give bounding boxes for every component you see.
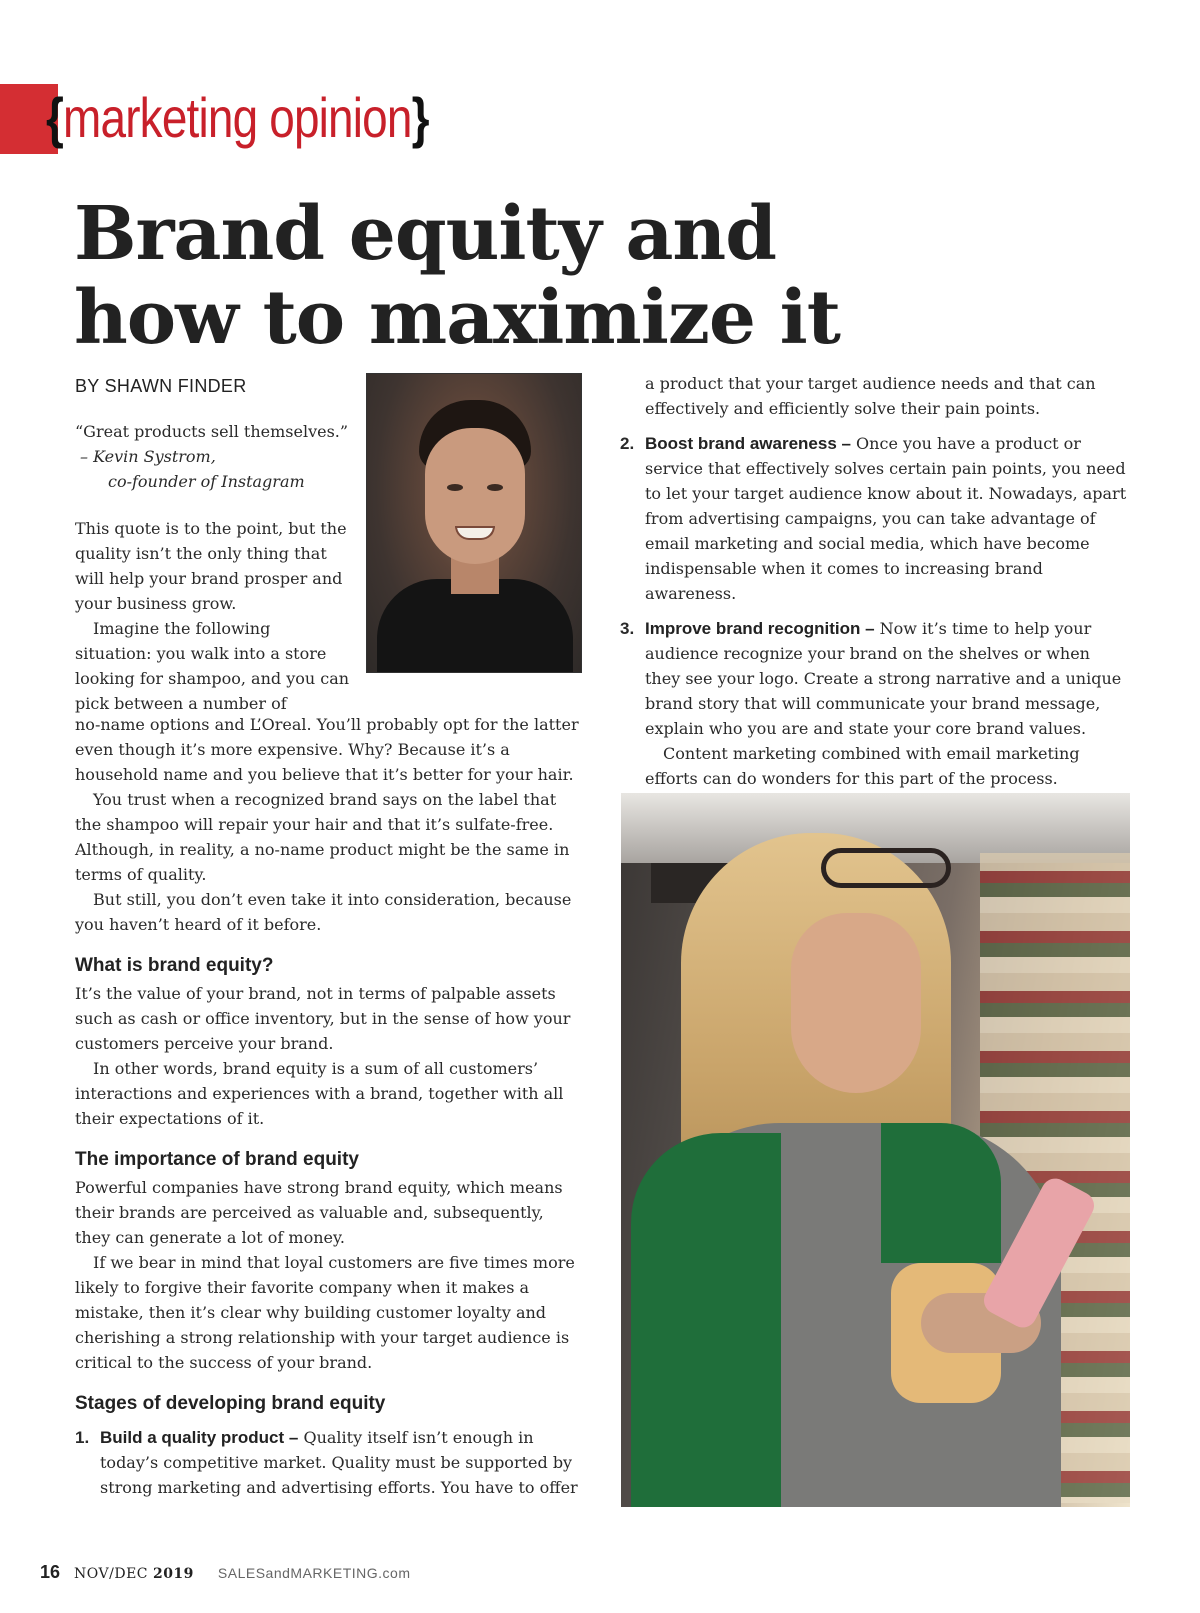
subheading-what-is: What is brand equity?: [75, 955, 274, 976]
column-1: [75, 712, 580, 1500]
list-lead: Build a quality product –: [100, 1428, 299, 1447]
pull-quote: [75, 419, 355, 494]
intro-paragraph-2b: no-name options and L’Oreal. You’ll probably opt for the latter even though it’s more expensive. Why? Because it’s a household name and you believe that it’s better for your hair.: [75, 715, 579, 784]
list-item: [75, 1425, 580, 1500]
subheading-stages: Stages of developing brand equity: [75, 1393, 386, 1414]
section-label-text: marketing opinion: [63, 86, 412, 149]
list-lead: Boost brand awareness –: [645, 434, 851, 453]
intro-paragraph-2a: Imagine the following situation: you walk into a store looking for shampoo, and you can pick between a number of: [75, 619, 350, 713]
list-text: Now it’s time to help your audience recognize your brand on the shelves or when they see your logo. Create a strong narrative and a unique brand story that will communicate your brand message, explain who you are and state your core brand values.: [645, 619, 1122, 738]
issue-month: NOV/DEC: [74, 1566, 148, 1582]
list-item: [620, 431, 1130, 606]
list-text: a product that your target audience needs and that can effectively and efficiently solve their pain points.: [645, 374, 1096, 418]
page-number: 16: [40, 1562, 61, 1582]
headline-line-1: Brand equity and: [74, 191, 776, 277]
list-text: Once you have a product or service that effectively solves certain pain points, you need to let your target audience know about it. Nowadays, apart from advertising campaigns, you can take advantage of email marketing and social media, which have become indispensable when it comes to increasing brand awareness.: [645, 434, 1127, 603]
intro-paragraph-4: But still, you don’t even take it into consideration, because you haven’t heard of it before.: [75, 890, 572, 934]
section-label: [46, 78, 429, 158]
list-item: [620, 616, 1130, 791]
author-photo: [366, 373, 582, 673]
quote-text: “Great products sell themselves.”: [75, 422, 349, 441]
column-2: [620, 371, 1130, 791]
list-lead: Improve brand recognition –: [645, 619, 875, 638]
shopper-photo: [621, 793, 1130, 1507]
what-is-paragraph-2: In other words, brand equity is a sum of all customers’ interactions and experiences with a brand, together with all their expectations of it.: [75, 1059, 564, 1128]
byline: BY SHAWN FINDER: [75, 376, 247, 396]
list-text: Quality itself isn’t enough in today’s competitive market. Quality must be supported by strong marketing and advertising efforts. You have to offer: [100, 1428, 578, 1497]
importance-paragraph-2: If we bear in mind that loyal customers are five times more likely to forgive their favorite company when it makes a mistake, then it’s clear why building customer loyalty and cherishing a strong relationship with your target audience is critical to the success of your brand.: [75, 1253, 575, 1372]
issue-year: 2019: [152, 1566, 194, 1582]
issue-date: [74, 1566, 194, 1582]
subheading-importance: The importance of brand equity: [75, 1149, 359, 1170]
list-number: 2.: [620, 434, 635, 453]
publication-name: SALESandMARKETING.com: [217, 1565, 411, 1581]
quote-attribution-role: co-founder of Instagram: [108, 472, 305, 491]
quote-attribution-name: – Kevin Systrom,: [80, 447, 216, 466]
open-bracket: {: [46, 86, 64, 149]
headline: [74, 192, 1054, 360]
intro-column-narrow: [75, 516, 350, 716]
list-item-continued: [620, 371, 1130, 421]
intro-paragraph-3: You trust when a recognized brand says on the label that the shampoo will repair your hair and that it’s sulfate-free. Although, in reality, a no-name product might be the same in terms of quality.: [75, 790, 570, 884]
what-is-paragraph-1: It’s the value of your brand, not in terms of palpable assets such as cash or office inventory, but in the sense of how your customers perceive your brand.: [75, 984, 571, 1053]
intro-paragraph-1: This quote is to the point, but the quality isn’t the only thing that will help your brand prosper and your business grow.: [75, 519, 347, 613]
list-number: 1.: [75, 1428, 90, 1447]
importance-paragraph-1: Powerful companies have strong brand equity, which means their brands are perceived as valuable and, subsequently, they can generate a lot of money.: [75, 1178, 563, 1247]
page-footer: [40, 1562, 640, 1586]
close-bracket: }: [411, 86, 429, 149]
list-followup-paragraph: Content marketing combined with email marketing efforts can do wonders for this part of the process.: [645, 744, 1080, 788]
headline-line-2: how to maximize it: [74, 275, 840, 361]
list-number: 3.: [620, 619, 635, 638]
